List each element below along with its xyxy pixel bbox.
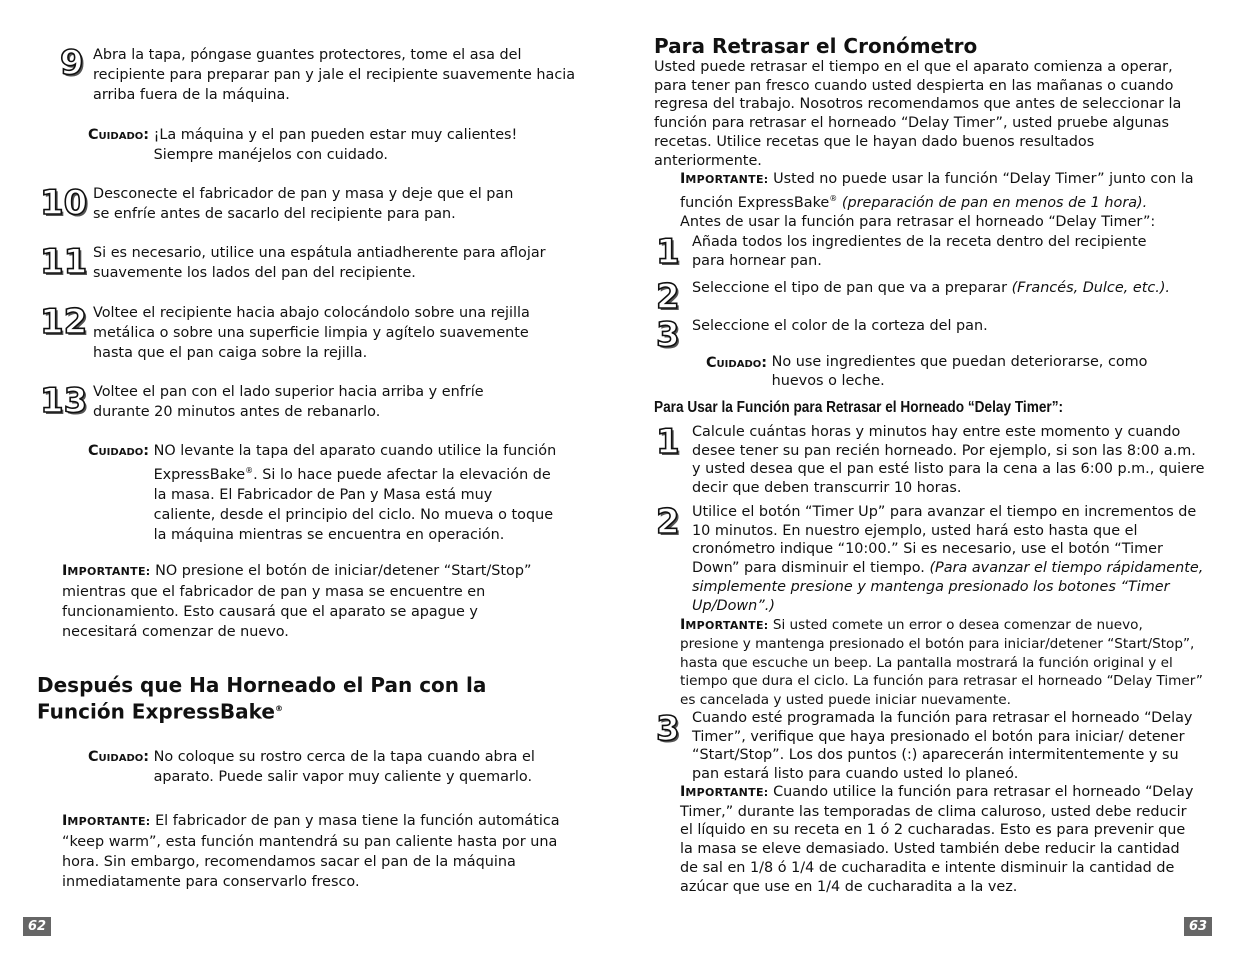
step-a-2-main: Seleccione el tipo de pan que va a preparar [692, 280, 1012, 296]
importante-text-1: NO presione el botón de iniciar/detener “Start/Stop” mientras que el fabricador de pan y masa se encuentre en funcionamiento. Esto causará que el aparato se apague y necesitará comenzar de nuevo. [62, 563, 532, 640]
registered-mark: ® [245, 466, 254, 475]
importante-label: MPORTANTE: [685, 619, 769, 632]
importante-label: MPORTANTE: [67, 565, 151, 578]
step-number-13: 13 [40, 381, 88, 421]
importante-label-initial: I [680, 784, 686, 800]
step-11-text: Si es necesario, utilice una espátula antiadherente para aflojar suavemente los lados del pan del recipiente. [93, 245, 546, 281]
registered-mark: ® [829, 194, 838, 203]
importante-text-r1b: Antes de usar la función para retrasar el horneado “Delay Timer”: [680, 213, 1156, 230]
section-heading-after-baking [37, 673, 527, 724]
step-b-2-italic: (Para avanzar el tiempo rápidamente, simplemente presione y mantenga presionado los botones “Timer Up/Down”.) [692, 560, 1204, 614]
step-10-text: Desconecte el fabricador de pan y masa y deje que el pan se enfríe antes de sacarlo del recipiente para pan. [93, 186, 514, 222]
cuidado-text-2a: NO levante la tapa del aparato cuando utilice la función ExpressBake [153, 443, 557, 483]
step-a-2-text [692, 278, 1202, 298]
importante-text-r2: Si usted comete un error o desea comenzar de nuevo, presione y mantenga presionado el botón para iniciar/detener “Start/Stop”, hasta que escuche un beep. La pantalla mostrará la función original y el tiempo que dura el ciclo. La función para retrasar el horneado “Delay Timer” es cancelada y usted puede iniciar nuevamente. [680, 617, 1203, 708]
cuidado-label: Cuidado: [88, 127, 149, 143]
importante-text-r1-italic: (preparación de pan en menos de 1 hora). [841, 194, 1148, 211]
cuidado-note-2 [88, 441, 588, 545]
importante-label: MPORTANTE: [685, 173, 769, 186]
importante-text-2: El fabricador de pan y masa tiene la función automática “keep warm”, esta función mantendrá su pan caliente hasta por una hora. Sin embargo, recomendamos sacar el pan de la máquina inmediatamente para conservarlo fresco. [62, 813, 560, 890]
step-a-3-text: Seleccione el color de la corteza del pan. [692, 318, 988, 334]
step-a-number-1: 1 [656, 232, 680, 272]
cuidado-note-3 [88, 747, 578, 787]
importante-text-r1a: Usted no puede usar la función “Delay Timer” junto con la función ExpressBake [680, 171, 1194, 211]
cuidado-label: Cuidado: [88, 443, 149, 459]
step-b-3-text: Cuando esté programada la función para retrasar el horneado “Delay Timer”, verifique que haya presionado el botón para iniciar/ detener “Start/Stop”. Los dos puntos (:) aparecerán intermitentemente y su pan estará listo para cuando usted lo planeó. [692, 710, 1193, 783]
importante-label-initial: I [62, 563, 68, 579]
importante-label: MPORTANTE: [67, 815, 151, 828]
heading-text: Después que Ha Horneado el Pan con la Función ExpressBake [37, 673, 487, 724]
page-number-right: 63 [1184, 917, 1212, 936]
step-b-number-2: 2 [656, 502, 680, 542]
cuidado-text-3: No coloque su rostro cerca de la tapa cuando abra el aparato. Puede salir vapor muy caliente y quemarlo. [153, 749, 535, 785]
step-b-2-main: Utilice el botón “Timer Up” para avanzar el tiempo en incrementos de 10 minutos. En nuestro ejemplo, usted hará esto hasta que el cronómetro indique “10:00.” Si es necesario, use el botón “Timer Down” para disminuir el tiempo. [692, 504, 1197, 577]
importante-text-r3: Cuando utilice la función para retrasar el horneado “Delay Timer,” durante las temporadas de clima caluroso, usted debe reducir el líquido en su receta en 1 ó 2 cucharadas. Esto es para prevenir que la masa se eleve demasiado. Usted también debe reducir la cantidad de sal en 1/8 ó 1/4 de cucharadita e intente disminuir la cantidad de azúcar que use en 1/4 de cucharadita a la vez. [680, 784, 1194, 895]
importante-label-initial: I [680, 171, 686, 187]
step-a-1-text: Añada todos los ingredientes de la receta dentro del recipiente para hornear pan. [692, 234, 1147, 269]
importante-note-2 [62, 811, 572, 892]
importante-label-initial: I [62, 813, 68, 829]
step-b-1-text: Calcule cuántas horas y minutos hay entre este momento y cuando desee tener su pan recién horneado. Por ejemplo, si son las 8:00 a.m. y usted desea que el pan esté listo para la cena a las 6:00 p.m., quiere decir que deben transcurrir 10 horas. [692, 424, 1205, 497]
step-9-text: Abra la tapa, póngase guantes protectores, tome el asa del recipiente para preparar pan y jale el recipiente suavemente hacia arriba fuera de la máquina. [93, 47, 576, 103]
section-heading-delay-timer: Para Retrasar el Cronómetro [654, 34, 978, 58]
importante-note-r2 [680, 616, 1205, 709]
subheading-use-delay-timer: Para Usar la Función para Retrasar el Horneado “Delay Timer”: [654, 399, 1064, 416]
step-b-number-1: 1 [656, 422, 680, 462]
step-number-10: 10 [40, 183, 88, 223]
intro-paragraph: Usted puede retrasar el tiempo en el que el aparato comienza a operar, para tener pan fresco cuando usted despierta en las mañanas o cuando regresa del trabajo. Nosotros recomendamos que antes de seleccionar la función para retrasar el horneado “Delay Timer”, usted pruebe algunas recetas. Utilice recetas que le hayan dado buenos resultados anteriormente. [654, 59, 1182, 169]
page-number-left: 62 [23, 917, 51, 936]
cuidado-note-1 [88, 125, 548, 165]
cuidado-text-2 [154, 441, 558, 545]
cuidado-text-r: No use ingredientes que puedan deteriorarse, como huevos o leche. [771, 354, 1148, 389]
importante-note-r1 [680, 170, 1200, 232]
step-number-12: 12 [40, 302, 88, 342]
importante-note-r3 [680, 783, 1200, 896]
step-a-number-3: 3 [656, 315, 680, 355]
cuidado-text-1: ¡La máquina y el pan pueden estar muy calientes! Siempre manéjelos con cuidado. [153, 127, 518, 163]
step-13-text: Voltee el pan con el lado superior hacia arriba y enfríe durante 20 minutos antes de rebanarlo. [93, 384, 484, 420]
step-number-11: 11 [40, 242, 88, 282]
step-a-number-2: 2 [656, 277, 680, 317]
registered-mark: ® [274, 704, 283, 713]
step-b-number-3: 3 [656, 709, 680, 749]
cuidado-note-r [706, 353, 1206, 391]
step-a-2-italic: (Francés, Dulce, etc.). [1011, 280, 1171, 296]
step-b-2-text [692, 503, 1207, 615]
importante-note-1 [62, 561, 552, 642]
cuidado-label: Cuidado: [706, 355, 767, 371]
cuidado-text-2b: . Si lo hace puede afectar la elevación de la masa. El Fabricador de Pan y Masa está muy caliente, desde el principio del ciclo. No mueva o toque la máquina mientras se encuentra en operación. [153, 466, 554, 543]
importante-label: MPORTANTE: [685, 786, 769, 799]
step-12-text: Voltee el recipiente hacia abajo colocándolo sobre una rejilla metálica o sobre una superficie limpia y agítelo suavemente hasta que el pan caiga sobre la rejilla. [93, 305, 530, 361]
cuidado-label: Cuidado: [88, 749, 149, 765]
importante-label-initial: I [680, 617, 686, 633]
step-number-9: 9 [60, 43, 84, 83]
